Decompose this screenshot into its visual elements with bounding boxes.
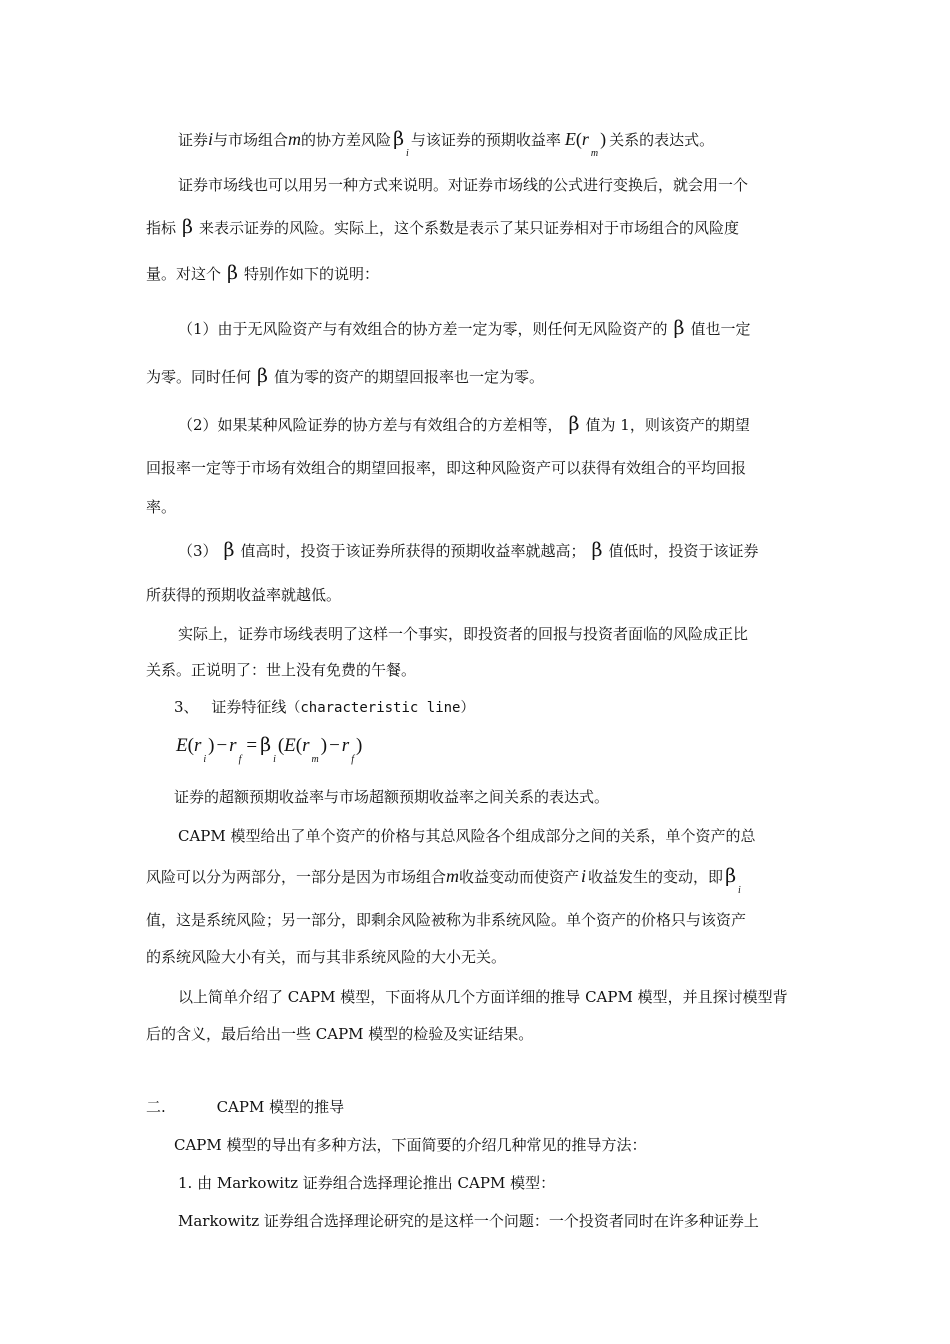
subscript-i: i — [273, 754, 276, 765]
text: 来表示证券的风险。实际上，这个系数是表示了某只证券相对于市场组合的风险度 — [199, 219, 740, 237]
p5-line1 — [178, 540, 759, 561]
heading-title: 证券特征线 — [211, 698, 287, 716]
beta-symbol: β — [257, 365, 268, 387]
p9-line2 — [146, 865, 743, 896]
text: 特别作如下的说明： — [244, 265, 380, 283]
p2-line3 — [146, 263, 379, 284]
p9-line1: CAPM 模型给出了单个资产的价格与其总风险各个组成部分之间的关系，单个资产的总 — [178, 827, 756, 845]
beta-symbol: β — [591, 539, 603, 561]
p2-line1: 证券市场线也可以用另一种方式来说明。对证券市场线的公式进行变换后，就会用一个 — [178, 176, 749, 194]
section-heading — [146, 1097, 344, 1117]
p12-line: 1. 由 Markowitz 证券组合选择理论推出 CAPM 模型： — [178, 1174, 556, 1192]
var-r: r — [229, 735, 237, 756]
beta-symbol: β — [673, 317, 685, 339]
text: 值为 1，则该资产的期望 — [585, 416, 750, 434]
beta-symbol: β — [260, 734, 272, 756]
var-m: m — [288, 129, 302, 149]
subscript-f: f — [351, 754, 354, 765]
heading-number: 3、 — [174, 698, 199, 716]
text: 收益发生的变动，即 — [588, 868, 724, 886]
text: 指标 — [146, 219, 177, 237]
text: 值也一定 — [690, 320, 751, 338]
var-E: E — [176, 735, 188, 756]
text: 风险可以分为两部分，一部分是因为市场组合 — [146, 868, 447, 886]
text: 与该证券的预期收益率 — [410, 131, 561, 149]
p3-line1 — [178, 318, 751, 339]
var-r: r — [193, 735, 202, 756]
var-m: m — [446, 866, 460, 886]
subscript-i: i — [406, 148, 409, 159]
var-r: r — [581, 129, 589, 149]
beta-symbol: β — [227, 262, 238, 284]
text: （1）由于无风险资产与有效组合的协方差一定为零，则任何无风险资产的 — [178, 320, 668, 338]
text: 关系的表达式。 — [609, 131, 715, 149]
text: 量。对这个 — [146, 265, 222, 283]
equals: = — [246, 735, 258, 756]
subsection-heading — [174, 697, 475, 718]
subscript-m: m — [590, 148, 599, 159]
section-title: CAPM 模型的推导 — [216, 1098, 345, 1116]
p10-line2: 后的含义，最后给出一些 CAPM 模型的检验及实证结果。 — [146, 1025, 534, 1043]
text: 值低时，投资于该证券 — [608, 542, 759, 560]
p13-line: Markowitz 证券组合选择理论研究的是这样一个问题：一个投资者同时在许多种证券上 — [178, 1212, 759, 1230]
text: （3） — [178, 542, 218, 560]
minus: − — [216, 735, 228, 756]
var-i: i — [208, 129, 214, 149]
var-E: E — [564, 129, 576, 149]
p6-line1: 实际上，证券市场线表明了这样一个事实，即投资者的回报与投资者面临的风险成正比 — [178, 625, 749, 643]
var-i: i — [581, 866, 587, 886]
p8-line: 证券的超额预期收益率与市场超额预期收益率之间关系的表达式。 — [174, 788, 610, 806]
p9-line3: 值，这是系统风险；另一部分，即剩余风险被称为非系统风险。单个资产的价格只与该资产 — [146, 911, 747, 929]
heading-english: （characteristic line） — [286, 700, 475, 716]
subscript-m: m — [311, 754, 319, 765]
p10-line1: 以上简单介绍了 CAPM 模型，下面将从几个方面详细的推导 CAPM 模型，并且探讨模型背 — [178, 988, 788, 1006]
minus: − — [329, 735, 340, 756]
p1-line — [178, 128, 715, 159]
text: 值为零的资产的期望回报率也一定为零。 — [274, 368, 545, 386]
p4-line2: 回报率一定等于市场有效组合的期望回报率，即这种风险资产可以获得有效组合的平均回报 — [146, 459, 747, 477]
p2-line2 — [146, 217, 739, 238]
beta-symbol: β — [568, 413, 580, 435]
text: 值高时，投资于该证券所获得的预期收益率就越高； — [240, 542, 586, 560]
p11-line: CAPM 模型的导出有多种方法，下面简要的介绍几种常见的推导方法： — [174, 1136, 647, 1154]
subscript-i: i — [738, 885, 741, 896]
beta-symbol: β — [182, 216, 193, 238]
subscript-i: i — [203, 754, 207, 765]
beta-symbol: β — [725, 865, 737, 887]
p6-line2: 关系。正说明了：世上没有免费的午餐。 — [146, 661, 417, 679]
p4-line1 — [178, 414, 750, 435]
text: 收益变动而使资产 — [459, 868, 580, 886]
paren: ( — [575, 129, 582, 149]
characteristic-line-formula: $E(r_i) - r_f= \beta_i(E(r_m) - r_f)$ — [176, 734, 363, 765]
text: （2）如果某种风险证券的协方差与有效组合的方差相等， — [178, 416, 563, 434]
p4-line3: 率。 — [146, 498, 177, 516]
p5-line2: 所获得的预期收益率就越低。 — [146, 586, 342, 604]
p3-line2 — [146, 366, 544, 387]
subscript-f: f — [238, 754, 242, 765]
text: 证券 — [178, 131, 209, 149]
p9-line4: 的系统风险大小有关，而与其非系统风险的大小无关。 — [146, 948, 507, 966]
text: 为零。同时任何 — [146, 368, 252, 386]
beta-symbol: β — [393, 128, 405, 150]
var-r: r — [302, 735, 310, 756]
paren: ) — [600, 129, 607, 149]
text: 的协方差风险 — [301, 131, 392, 149]
section-number: 二. — [146, 1098, 166, 1116]
var-E: E — [284, 735, 296, 756]
beta-symbol: β — [223, 539, 235, 561]
text: 与市场组合 — [213, 131, 289, 149]
var-r: r — [341, 735, 350, 756]
